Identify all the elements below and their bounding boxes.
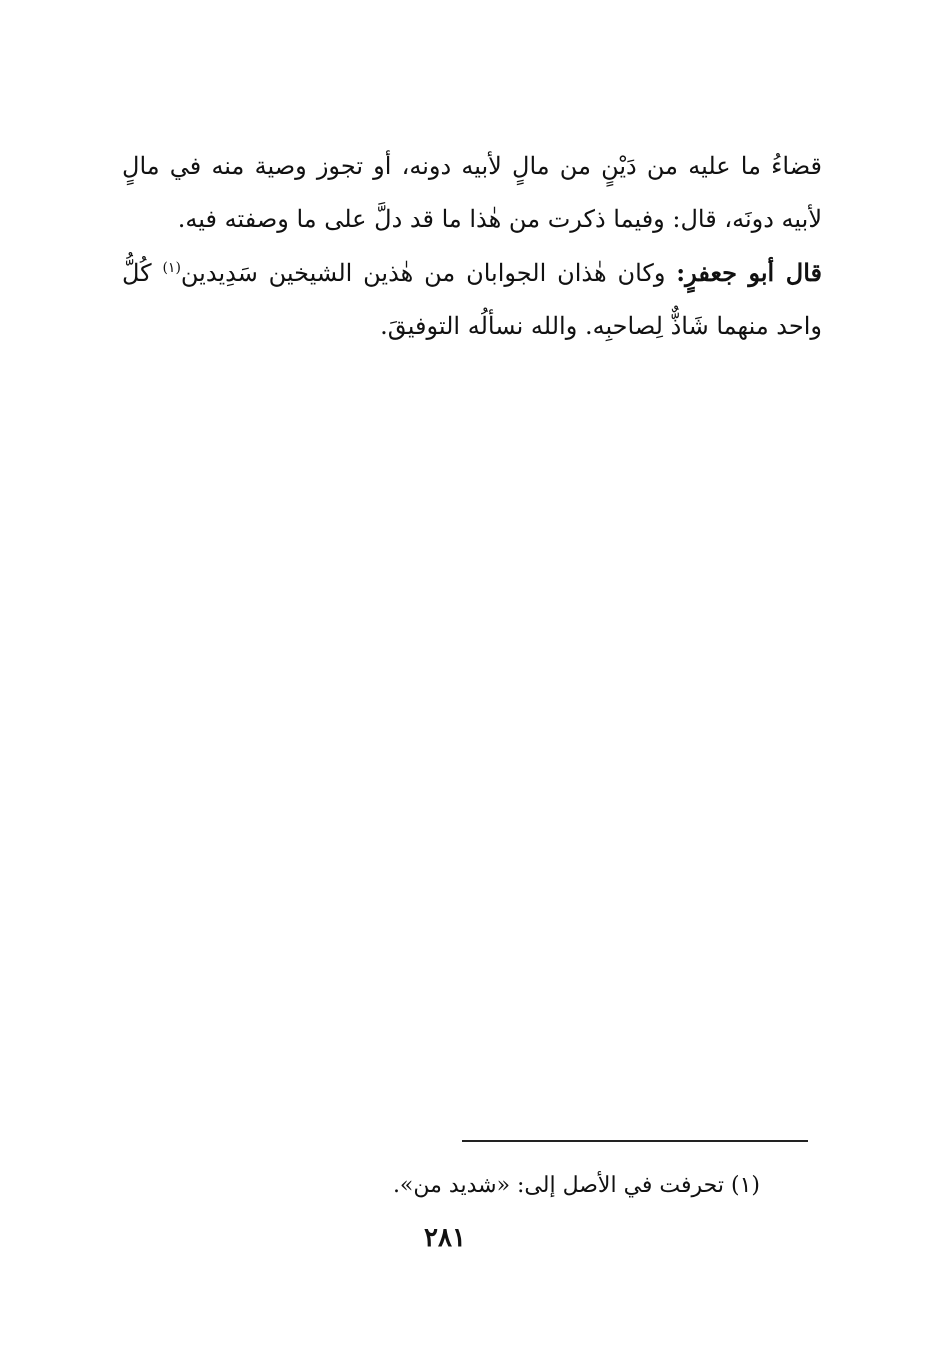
page-number: ٢٨١ <box>424 1223 466 1253</box>
main-text <box>122 140 822 353</box>
footnote <box>300 1168 760 1204</box>
paragraph-2-text-start: وكان هٰذان الجوابان من هٰذين الشيخين سَدِيدين <box>180 259 677 287</box>
footnote-text: (١) تحرفت في الأصل إلى: «شديد من». <box>392 1173 760 1198</box>
speaker-label: قال أبو جعفرٍ: <box>676 258 822 287</box>
paragraph-2 <box>122 246 822 353</box>
paragraph-2-text-end: كُلُّ واحد منهما شَاذٌّ لِصاحبِه. والله نسألُه التوفيقَ. <box>122 259 822 340</box>
paragraph-1-text: قضاءُ ما عليه من دَيْنٍ من مالٍ لأبيه دونه، أو تجوز وصية منه في مالٍ لأبيه دونَه، قال: وفيما ذكرت من هٰذا ما قد دلَّ على ما وصفته فيه. <box>122 152 822 233</box>
footnote-divider <box>462 1140 808 1142</box>
paragraph-1 <box>122 140 822 246</box>
footnote-reference: (١) <box>162 260 181 276</box>
